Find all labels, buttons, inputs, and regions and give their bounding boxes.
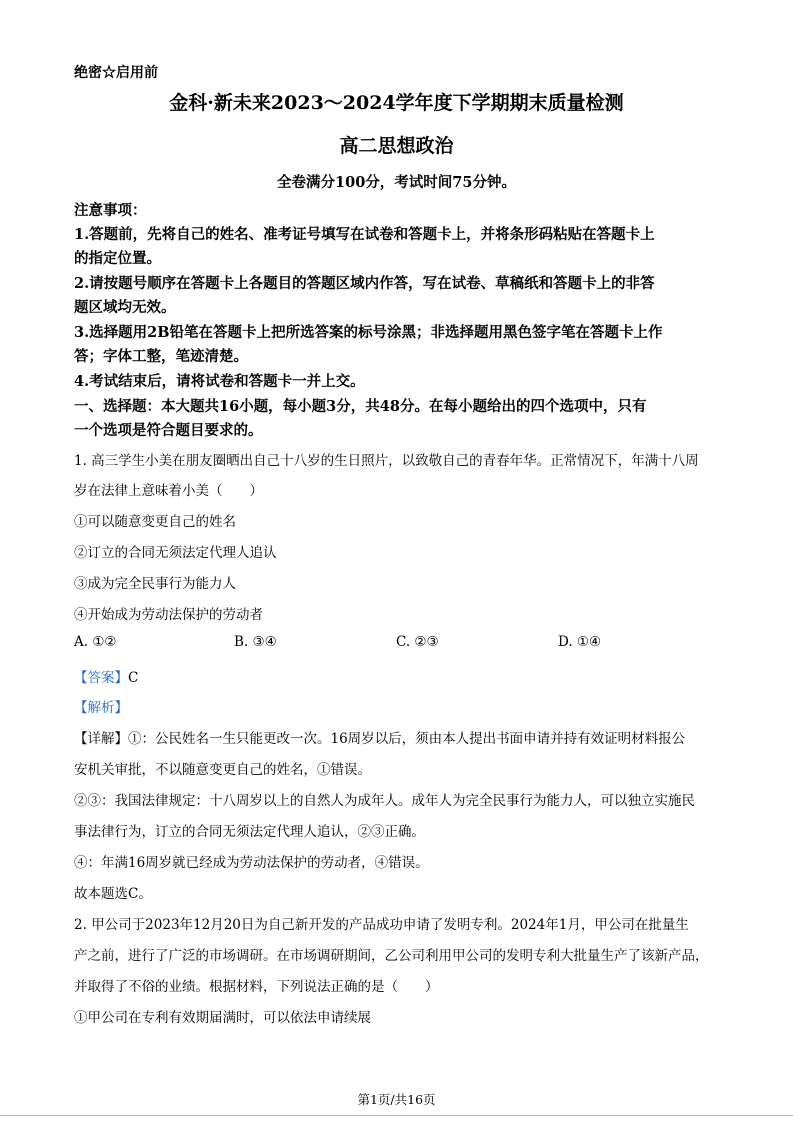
notice-line: 1.答题前，先将自己的姓名、准考证号填写在试卷和答题卡上，并将条形码粘贴在答题卡上: [74, 226, 655, 243]
notice-line: 4.考试结束后，请将试卷和答题卡一并上交。: [74, 373, 365, 390]
question-2-stem: 2. 甲公司于2023年12月20日为自己新开发的产品成功申请了发明专利。2024年1月，甲公司在批量生: [74, 917, 689, 933]
confidential-label: 绝密☆启用前: [74, 65, 158, 81]
notice-line: 3.选择题用2B铅笔在答题卡上把所选答案的标号涂黑；非选择题用黑色签字笔在答题卡上作: [74, 324, 663, 341]
notice-title: 注意事项：: [74, 202, 147, 219]
option-b: B. ③④: [234, 634, 277, 650]
option-c: C. ②③: [396, 634, 439, 650]
bottom-divider: [0, 1115, 793, 1116]
option-d: D. ①④: [558, 634, 602, 650]
question-2-stem-cont: 产之前，进行了广泛的市场调研。在市场调研期间，乙公司利用甲公司的发明专利大批量生产了该新产品，: [74, 948, 709, 964]
detail-line: [74, 727, 685, 747]
notice-line: 的指定位置。: [74, 250, 161, 267]
page-number: 第1页/共16页: [357, 1092, 436, 1107]
question-1-item: ③成为完全民事行为能力人: [74, 576, 236, 592]
detail-text: 故本题选C。: [74, 886, 152, 902]
question-1-stem: 1. 高三学生小美在朋友圈晒出自己十八岁的生日照片，以致敬自己的青春年华。正常情况下，年满十八周: [74, 453, 699, 469]
detail-text: 安机关审批，不以随意变更自己的姓名，①错误。: [74, 762, 371, 778]
question-2-item: ①甲公司在专利有效期届满时，可以依法申请续展: [74, 1010, 371, 1026]
analysis-line: [74, 696, 128, 716]
notice-line: 题区域均无效。: [74, 299, 176, 316]
question-1-item: ②订立的合同无须法定代理人追认: [74, 545, 277, 561]
notice-line: 2.请按题号顺序在答题卡上各题目的答题区域内作答，写在试卷、草稿纸和答题卡上的非答: [74, 275, 655, 292]
exam-subject: 高二思想政治: [339, 135, 454, 157]
answer-line: [74, 666, 138, 686]
detail-tag: 【详解】: [74, 731, 128, 747]
detail-text: ④：年满16周岁就已经成为劳动法保护的劳动者，④错误。: [74, 855, 429, 871]
section-heading-cont: 一个选项是符合题目要求的。: [74, 422, 263, 439]
notice-line: 答；字体工整，笔迹清楚。: [74, 348, 248, 365]
answer-tag: 【答案】: [74, 670, 128, 686]
answer-value: C: [128, 670, 139, 686]
question-2-stem-cont: 并取得了不俗的业绩。根据材料，下列说法正确的是（ ）: [74, 979, 439, 995]
analysis-tag: 【解析】: [74, 700, 128, 716]
section-heading: 一、选择题：本大题共16小题，每小题3分，共48分。在每小题给出的四个选项中，只有: [74, 398, 647, 415]
exam-info: 全卷满分100分，考试时间75分钟。: [277, 174, 516, 191]
question-1-item: ④开始成为劳动法保护的劳动者: [74, 607, 263, 623]
detail-text: 事法律行为，订立的合同无须法定代理人追认，②③正确。: [74, 824, 425, 840]
detail-text: ①：公民姓名一生只能更改一次。16周岁以后，须由本人提出书面申请并持有效证明材料报公: [128, 731, 686, 747]
option-a: A. ①②: [74, 634, 117, 650]
question-1-item: ①可以随意变更自己的姓名: [74, 514, 236, 530]
exam-title: 金科·新未来2023～2024学年度下学期期末质量检测: [169, 92, 624, 114]
question-1-stem-cont: 岁在法律上意味着小美（ ）: [74, 483, 263, 499]
detail-text: ②③：我国法律规定：十八周岁以上的自然人为成年人。成年人为完全民事行为能力人，可以独立实施民: [74, 793, 695, 809]
